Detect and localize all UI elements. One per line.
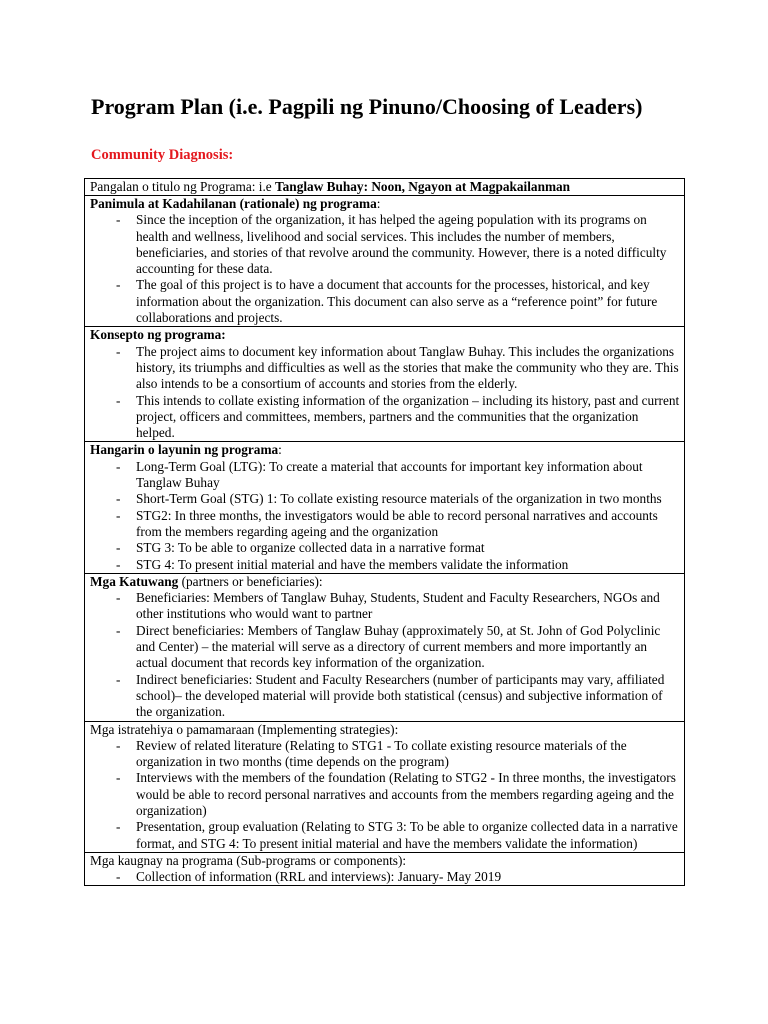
partners-list <box>90 590 680 720</box>
goals-heading-line <box>90 442 680 458</box>
list-item: - STG 3: To be able to organize collected data in a narrative format <box>90 540 680 556</box>
document-title: Program Plan (i.e. Pagpili ng Pinuno/Choosing of Leaders) <box>91 94 643 119</box>
rationale-cell <box>85 196 685 327</box>
partners-heading-line <box>90 574 680 590</box>
list-item: - Direct beneficiaries: Members of Tanglaw Buhay (approximately 50, at St. John of God Polyclinic and Center) – the material will serve as a directory of current members and more importantly an actual document that records key information of the organization. <box>90 623 680 672</box>
partners-cell <box>85 573 685 721</box>
list-item: - This intends to collate existing information of the organization – including its history, past and current project, officers and committees, members, partners and the communities that the organization helped. <box>90 393 680 442</box>
list-item: - Presentation, group evaluation (Relating to STG 3: To be able to organize collected data in a narrative format, and STG 4: To present initial material and have the members validate the information) <box>90 819 680 852</box>
list-item: - Beneficiaries: Members of Tanglaw Buhay, Students, Student and Faculty Researchers, NGOs and other institutions who would want to partner <box>90 590 680 623</box>
partners-heading: Mga Katuwang <box>90 573 179 589</box>
list-item: - STG 4: To present initial material and have the members validate the information <box>90 557 680 573</box>
list-item: - Since the inception of the organization, it has helped the ageing population with its programs on health and wellness, livelihood and social services. This includes the number of members, beneficiaries, and stories of that revolve around the community. However, there is a noted difficulty accounting for these data. <box>90 212 680 277</box>
strategies-heading: Mga istratehiya o pamamaraan (Implementing strategies): <box>90 721 399 737</box>
goals-list <box>90 459 680 573</box>
rationale-heading: Panimula at Kadahilanan (rationale) ng programa <box>90 196 377 211</box>
row-strategies <box>85 721 685 852</box>
row-rationale <box>85 196 685 327</box>
list-item: - The goal of this project is to have a document that accounts for the processes, historical, and key information about the organization. This document can also serve as a “reference point” for future collaborations and projects. <box>90 277 680 326</box>
program-name-label: Pangalan o titulo ng Programa: i.e <box>90 179 276 194</box>
row-partners <box>85 573 685 721</box>
row-goals <box>85 442 685 573</box>
rationale-heading-suffix: : <box>376 196 381 211</box>
list-item: - Indirect beneficiaries: Student and Faculty Researchers (number of participants may vary, affiliated school)– the developed material will provide both statistical (census) and subjective information of the organization. <box>90 672 680 721</box>
program-plan-table <box>84 178 685 886</box>
partners-heading-suffix: (partners or beneficiaries): <box>178 573 323 589</box>
concept-heading: Konsepto ng programa: <box>90 327 226 343</box>
list-item: - The project aims to document key information about Tanglaw Buhay. This includes the organizations history, its triumphs and difficulties as well as the stories that make the community who they are. This also intends to be a consortium of accounts and stories from the elderly. <box>90 344 680 393</box>
sub-programs-list <box>90 869 680 885</box>
goals-heading: Hangarin o layunin ng programa <box>90 442 279 458</box>
sub-programs-cell <box>85 852 685 886</box>
list-item: - Short-Term Goal (STG) 1: To collate existing resource materials of the organization in two months <box>90 491 680 507</box>
list-item: - STG2: In three months, the investigators would be able to record personal narratives and accounts from the members regarding ageing and the organization <box>90 508 680 541</box>
program-name-cell <box>85 179 685 196</box>
goals-heading-suffix: : <box>278 442 282 458</box>
sub-programs-heading: Mga kaugnay na programa (Sub-programs or components): <box>90 852 407 868</box>
strategies-cell <box>85 721 685 852</box>
list-item: - Collection of information (RRL and interviews): January- May 2019 <box>90 869 680 885</box>
strategies-list <box>90 738 680 852</box>
row-program-name <box>85 179 685 196</box>
list-item: - Interviews with the members of the foundation (Relating to STG2 - In three months, the investigators would be able to record personal narratives and accounts from the members regarding ageing and the organization) <box>90 770 680 819</box>
concept-cell <box>85 327 685 442</box>
row-sub-programs <box>85 852 685 886</box>
program-name-value: Tanglaw Buhay: Noon, Ngayon at Magpakailanman <box>275 179 571 194</box>
goals-cell <box>85 442 685 573</box>
list-item: - Long-Term Goal (LTG): To create a material that accounts for important key information about Tanglaw Buhay <box>90 459 680 492</box>
rationale-heading-line <box>90 196 680 212</box>
row-concept <box>85 327 685 442</box>
list-item: - Review of related literature (Relating to STG1 - To collate existing resource materials of the organization in two months (time depends on the program) <box>90 738 680 771</box>
section-heading-community-diagnosis: Community Diagnosis: <box>91 147 234 163</box>
concept-heading-line <box>90 327 680 343</box>
rationale-list <box>90 212 680 326</box>
concept-list <box>90 344 680 442</box>
